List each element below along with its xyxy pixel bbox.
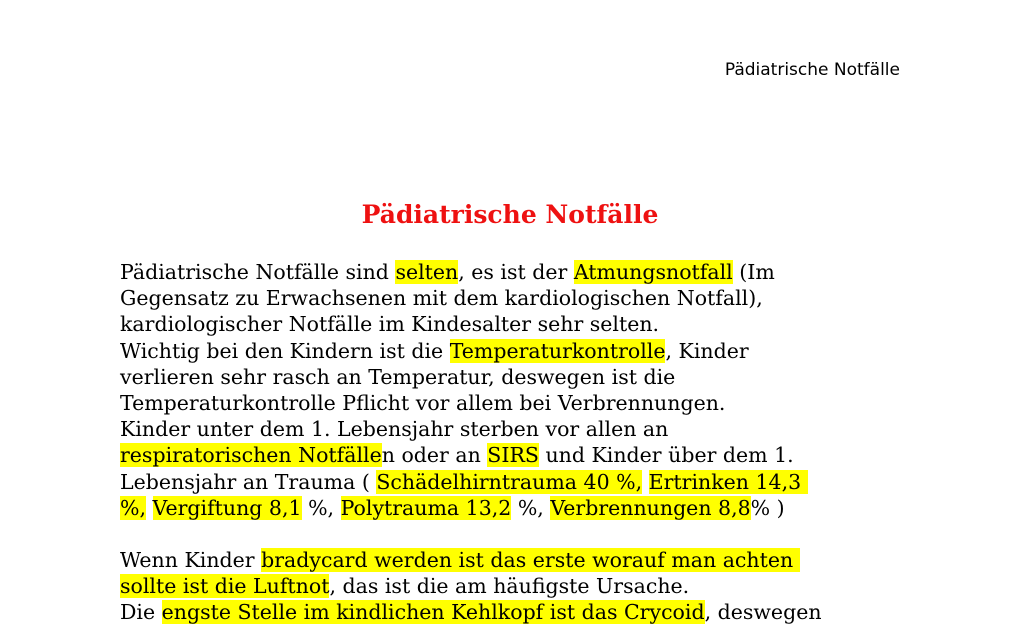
highlighted-text: Schädelhirntrauma 40 %, xyxy=(376,469,643,494)
text-segment: und Kinder über dem 1. xyxy=(538,443,794,468)
text-line xyxy=(120,442,920,468)
text-segment: Wichtig bei den Kindern ist die xyxy=(120,338,450,363)
highlighted-text: Vergiftung 8,1 xyxy=(152,495,302,520)
text-segment: , Kinder xyxy=(665,338,749,363)
text-segment: verlieren sehr rasch an Temperatur, deswegen ist die xyxy=(120,364,676,389)
text-segment: %, xyxy=(511,495,551,520)
text-line xyxy=(120,495,920,521)
highlighted-text: Temperaturkontrolle xyxy=(449,338,666,363)
highlighted-text: %, xyxy=(120,495,146,520)
text-line xyxy=(120,259,920,285)
highlighted-text: Verbrennungen 8,8 xyxy=(550,495,751,520)
text-segment: kardiologischer Notfälle im Kindesalter sehr selten. xyxy=(120,312,660,337)
text-segment: n oder an xyxy=(381,443,488,468)
text-segment: % ) xyxy=(750,495,785,520)
text-segment: Pädiatrische Notfälle sind xyxy=(120,260,396,284)
text-segment: Kinder unter dem 1. Lebensjahr sterben vor allen an xyxy=(120,417,669,442)
text-line xyxy=(120,338,920,364)
highlighted-text: selten xyxy=(395,260,459,284)
document-body xyxy=(120,259,920,626)
text-line xyxy=(120,364,920,390)
text-segment: Gegensatz zu Erwachsenen mit dem kardiologischen Notfall), xyxy=(120,286,763,311)
text-segment: Die xyxy=(120,600,162,625)
text-line xyxy=(120,390,920,416)
text-line xyxy=(120,469,920,495)
highlighted-text: Polytrauma 13,2 xyxy=(340,495,512,520)
text-segment: Lebensjahr an Trauma ( xyxy=(120,469,377,494)
highlighted-text: bradycard werden ist das erste worauf man achten xyxy=(261,548,800,573)
text-segment: %, xyxy=(301,495,341,520)
text-line xyxy=(120,547,920,573)
text-line xyxy=(120,573,920,599)
paragraph-break xyxy=(120,521,920,547)
text-segment: , deswegen xyxy=(704,600,822,625)
highlighted-text: Atmungsnotfall xyxy=(573,260,733,284)
highlighted-text: sollte ist die Luftnot xyxy=(120,574,330,599)
running-header: Pädiatrische Notfälle xyxy=(724,60,900,80)
text-segment: Wenn Kinder xyxy=(120,548,262,573)
text-segment xyxy=(642,470,649,494)
highlighted-text: Ertrinken 14,3 xyxy=(648,469,808,494)
text-segment: (Im xyxy=(732,260,775,284)
text-segment: , das ist die am häufigste Ursache. xyxy=(329,574,690,599)
text-line xyxy=(120,311,920,337)
text-segment xyxy=(146,496,153,520)
highlighted-text: SIRS xyxy=(487,443,539,468)
text-line xyxy=(120,599,920,625)
text-line xyxy=(120,416,920,442)
highlighted-text: respiratorischen Notfälle xyxy=(120,443,382,468)
text-line xyxy=(120,285,920,311)
text-segment: Temperaturkontrolle Pflicht vor allem bei Verbrennungen. xyxy=(120,390,726,415)
highlighted-text: engste Stelle im kindlichen Kehlkopf ist das Crycoid xyxy=(161,600,705,625)
text-segment: , es ist der xyxy=(458,260,574,284)
document-title: Pädiatrische Notfälle xyxy=(361,200,659,229)
